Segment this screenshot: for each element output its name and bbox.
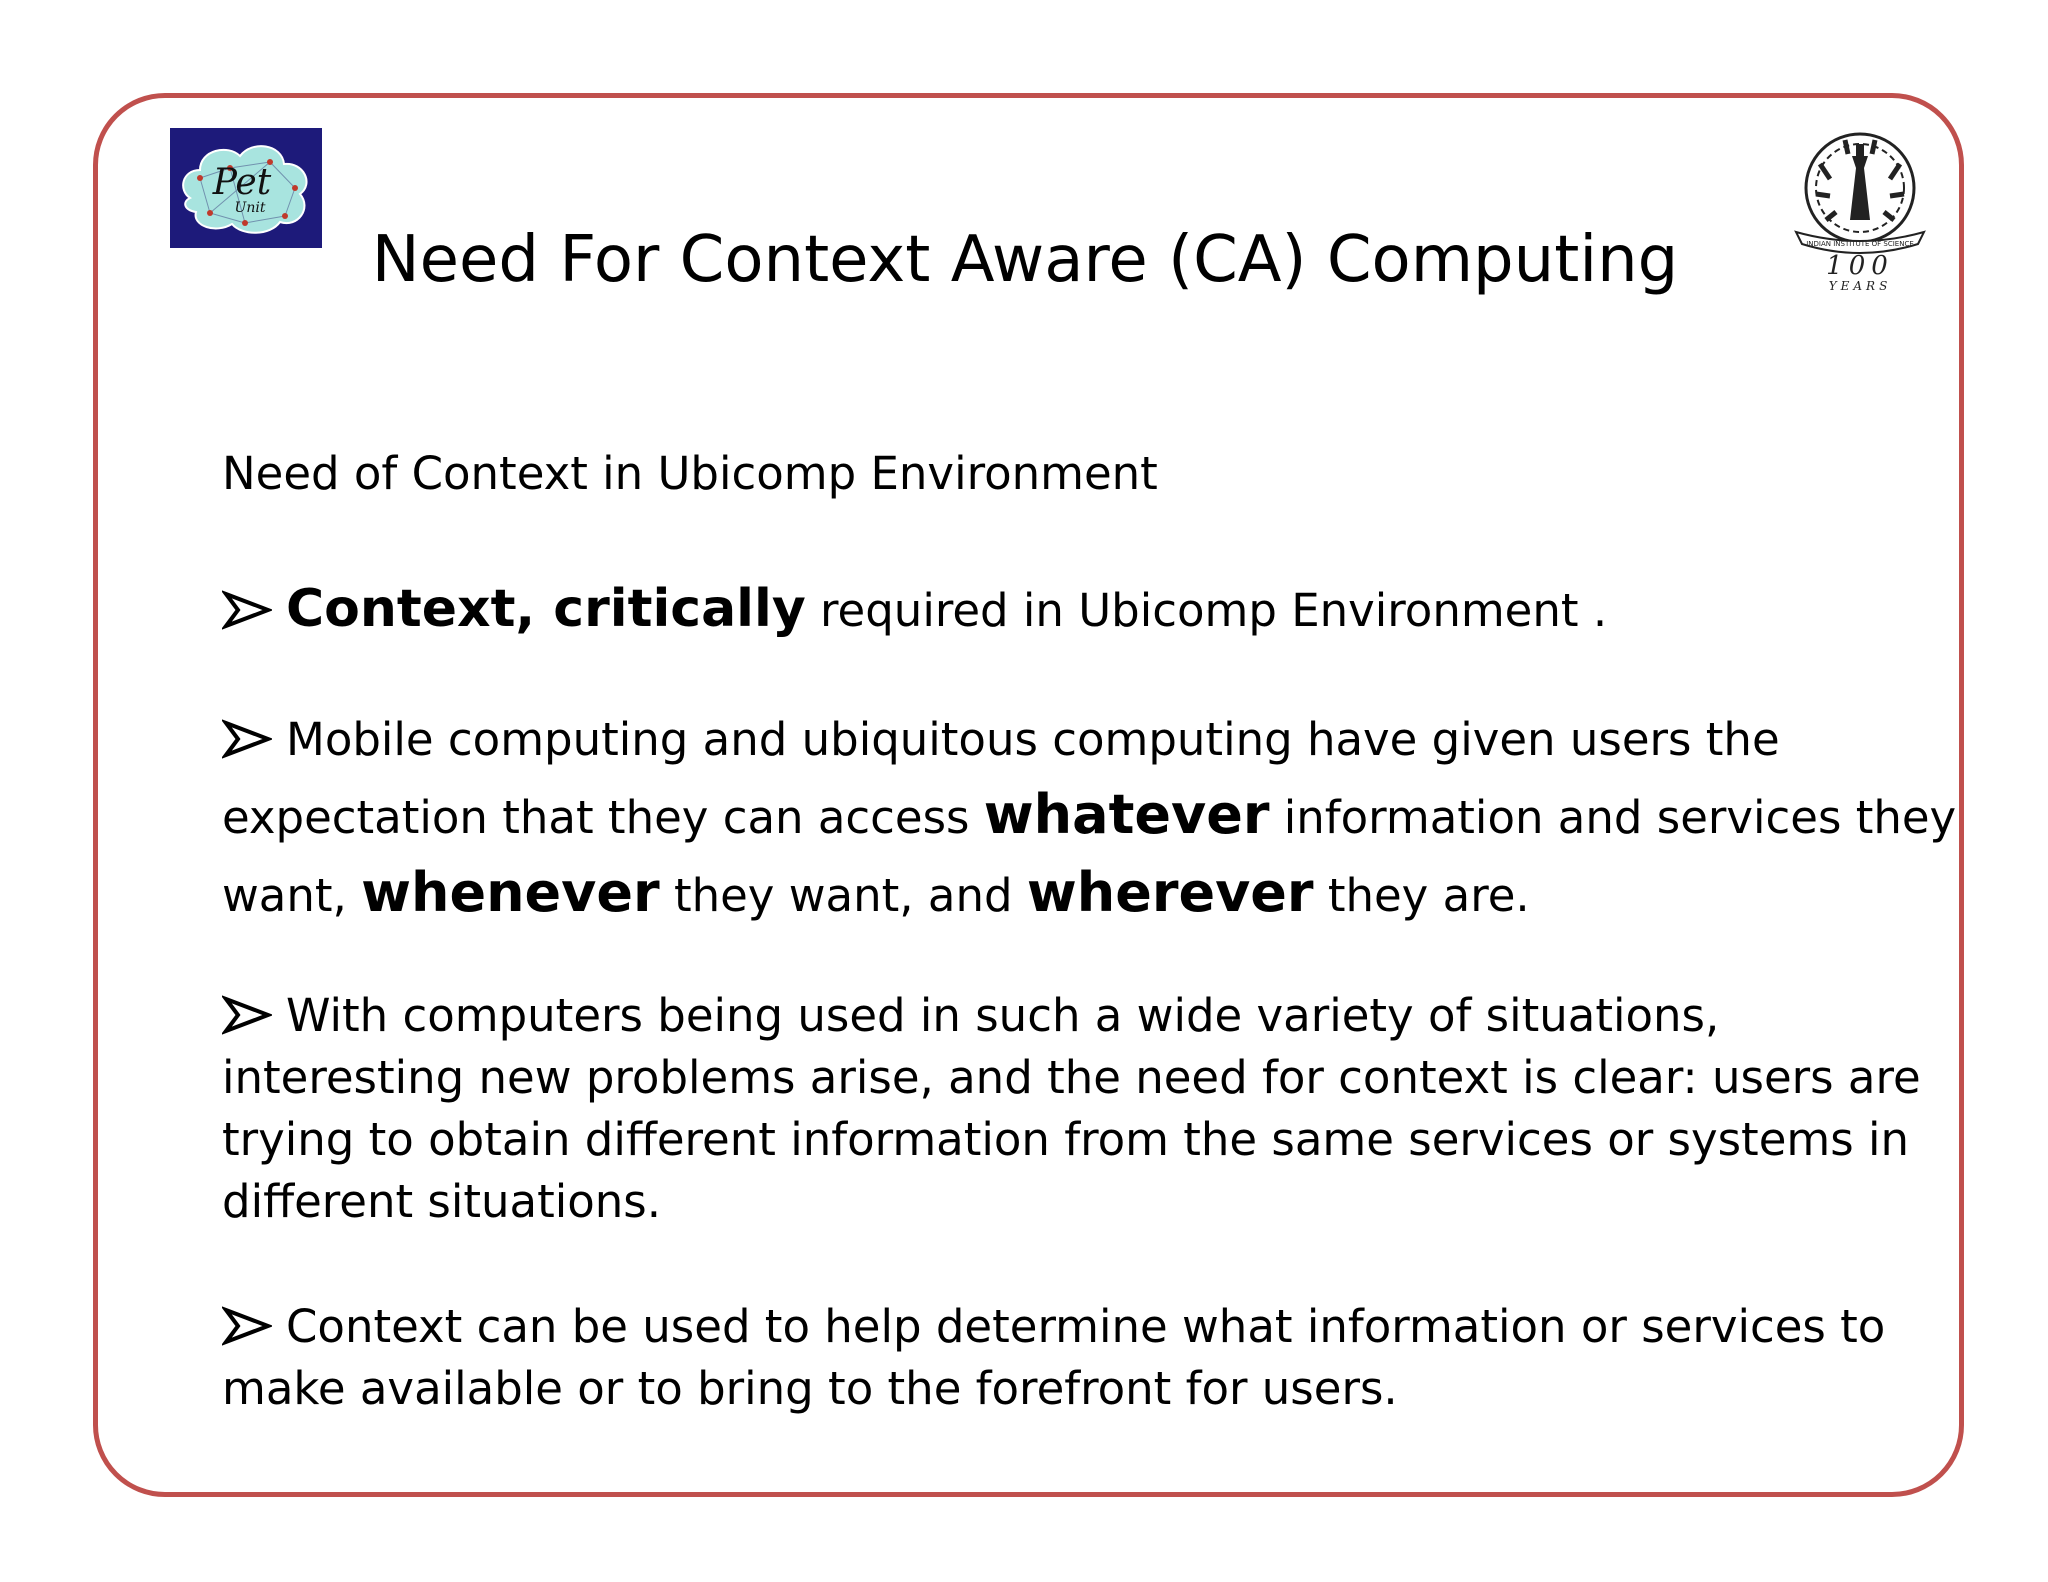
slide-title: Need For Context Aware (CA) Computing bbox=[371, 223, 1679, 297]
iisc-centenary-seal bbox=[1790, 124, 1930, 294]
bullet-line bbox=[222, 985, 1842, 1047]
bullet-line bbox=[222, 855, 1842, 933]
bullet-text: expectation that they can access bbox=[222, 791, 984, 844]
bullet-line bbox=[222, 777, 1957, 855]
bullet-line: different situations. bbox=[222, 1175, 662, 1228]
emphasis-word: wherever bbox=[1026, 861, 1314, 924]
unit-logo-text: Unit bbox=[234, 200, 266, 216]
seal-ribbon-text: INDIAN INSTITUTE OF SCIENCE bbox=[1806, 240, 1914, 248]
pet-unit-logo-graphic bbox=[170, 128, 322, 248]
bullet-text: want, bbox=[222, 869, 362, 922]
arrow-bullet-icon bbox=[222, 995, 272, 1035]
section-subheading: Need of Context in Ubicomp Environment bbox=[222, 447, 1158, 500]
iisc-seal-graphic bbox=[1790, 124, 1930, 294]
seal-years-text: YEARS bbox=[1828, 279, 1892, 293]
bullet-context-critical bbox=[222, 568, 1842, 652]
arrow-bullet-icon bbox=[222, 590, 272, 630]
pet-unit-logo bbox=[170, 128, 322, 248]
bullet-text: required in Ubicomp Environment . bbox=[805, 584, 1608, 637]
bullet-line bbox=[222, 702, 1842, 777]
seal-number-text: 100 bbox=[1826, 251, 1894, 281]
bullet-line: make available or to bring to the forefront for users. bbox=[222, 1362, 1398, 1415]
bullet-line: interesting new problems arise, and the need for context is clear: users are bbox=[222, 1051, 1921, 1104]
bullet-variety-situations bbox=[222, 985, 1921, 1233]
bullet-text: they want, and bbox=[659, 869, 1027, 922]
bullet-line bbox=[222, 568, 1842, 652]
bullet-text: Mobile computing and ubiquitous computing have given users the bbox=[286, 713, 1780, 766]
emphasis-word: whenever bbox=[361, 861, 660, 924]
bullet-text: information and services they bbox=[1269, 791, 1957, 844]
pet-logo-text: Pet bbox=[212, 162, 272, 203]
bullet-text: they are. bbox=[1313, 869, 1530, 922]
bullet-context-usage bbox=[222, 1296, 1886, 1420]
arrow-bullet-icon bbox=[222, 719, 272, 759]
bullet-line: trying to obtain different information from the same services or systems in bbox=[222, 1113, 1909, 1166]
bullet-mobile-computing bbox=[222, 702, 1957, 933]
bullet-text: With computers being used in such a wide variety of situations, bbox=[286, 989, 1720, 1042]
emphasis-word: whatever bbox=[983, 783, 1270, 846]
bullet-line bbox=[222, 1296, 1886, 1358]
bullet-text: Context can be used to help determine what information or services to bbox=[286, 1300, 1886, 1353]
bold-phrase: Context, critically bbox=[286, 579, 806, 639]
arrow-bullet-icon bbox=[222, 1306, 272, 1346]
